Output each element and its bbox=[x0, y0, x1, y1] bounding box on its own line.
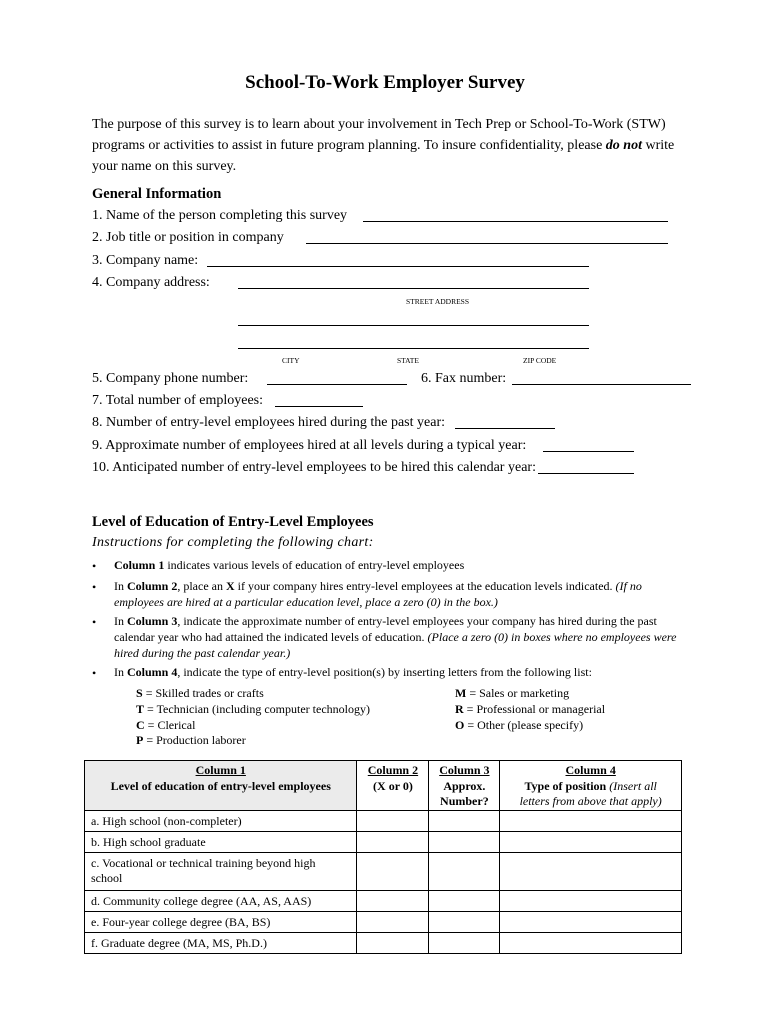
table-header-row bbox=[85, 761, 682, 811]
x-or-0-cell[interactable] bbox=[357, 911, 429, 932]
q7-label: 7. Total number of employees: bbox=[92, 393, 264, 408]
column-4-header: Column 4 Type of position (Insert all letters from above that apply) bbox=[500, 761, 682, 811]
q1-name-field[interactable] bbox=[363, 221, 668, 222]
q7-total-employees-field[interactable] bbox=[275, 406, 363, 407]
approx-number-cell[interactable] bbox=[429, 911, 500, 932]
row-label: a. High school (non-completer) bbox=[85, 810, 357, 831]
x-or-0-cell[interactable] bbox=[357, 890, 429, 911]
x-or-0-cell[interactable] bbox=[357, 852, 429, 890]
city-caption: CITY bbox=[282, 356, 300, 365]
bullet-dot: • bbox=[92, 559, 97, 573]
approx-number-cell[interactable] bbox=[429, 890, 500, 911]
intro-text: The purpose of this survey is to learn about your involvement in Tech Prep or School-To-Work (STW) programs or activities to assist in future program planning. To insure confidentiality, please bbox=[92, 117, 666, 153]
legend-item: C = Clerical bbox=[136, 717, 196, 732]
survey-title: School-To-Work Employer Survey bbox=[245, 72, 525, 93]
table-row bbox=[85, 831, 682, 852]
q9-label: 9. Approximate number of employees hired at all levels during a typical year: bbox=[92, 438, 527, 453]
position-type-cell[interactable] bbox=[500, 890, 682, 911]
instructions-heading: Instructions for completing the following chart: bbox=[92, 535, 374, 550]
legend-item: R = Professional or managerial bbox=[455, 701, 606, 716]
x-or-0-cell[interactable] bbox=[357, 932, 429, 953]
position-type-cell[interactable] bbox=[500, 831, 682, 852]
q8-label: 8. Number of entry-level employees hired during the past year: bbox=[92, 415, 445, 430]
general-info-heading: General Information bbox=[92, 186, 222, 202]
column-3-header: Column 3 Approx. Number? bbox=[429, 761, 500, 811]
q1-label: 1. Name of the person completing this survey bbox=[92, 208, 348, 223]
q10-anticipated-hires-field[interactable] bbox=[538, 473, 634, 474]
row-label: b. High school graduate bbox=[85, 831, 357, 852]
bullet-dot: • bbox=[92, 666, 97, 680]
legend-item: O = Other (please specify) bbox=[455, 717, 584, 732]
x-or-0-cell[interactable] bbox=[357, 810, 429, 831]
q4-city-state-zip-field[interactable] bbox=[238, 348, 589, 349]
q10-label: 10. Anticipated number of entry-level employees to be hired this calendar year: bbox=[92, 460, 536, 475]
state-caption: STATE bbox=[397, 356, 419, 365]
position-type-cell[interactable] bbox=[500, 911, 682, 932]
q2-job-title-field[interactable] bbox=[306, 243, 668, 244]
row-label: e. Four-year college degree (BA, BS) bbox=[85, 911, 357, 932]
legend-item: P = Production laborer bbox=[136, 733, 246, 748]
education-heading: Level of Education of Entry-Level Employees bbox=[92, 514, 374, 530]
education-chart-table bbox=[84, 760, 682, 954]
bullet-dot: • bbox=[92, 615, 97, 629]
instruction-bullet-4: In Column 4, indicate the type of entry-level position(s) by inserting letters from the following list: bbox=[114, 665, 592, 679]
position-type-cell[interactable] bbox=[500, 810, 682, 831]
intro-paragraph bbox=[92, 114, 692, 177]
q5-phone-field[interactable] bbox=[267, 384, 407, 385]
column-2-header: Column 2 (X or 0) bbox=[357, 761, 429, 811]
row-label: c. Vocational or technical training beyond high school bbox=[85, 852, 357, 890]
q2-label: 2. Job title or position in company bbox=[92, 230, 284, 245]
row-label: f. Graduate degree (MA, MS, Ph.D.) bbox=[85, 932, 357, 953]
zip-caption: ZIP CODE bbox=[523, 356, 557, 365]
q6-fax-field[interactable] bbox=[512, 384, 691, 385]
q3-company-name-field[interactable] bbox=[207, 266, 589, 267]
q4-address-line-2-field[interactable] bbox=[238, 325, 589, 326]
intro-text-end: write your name on this survey. bbox=[92, 138, 675, 174]
instruction-bullet-1: Column 1 indicates various levels of education of entry-level employees bbox=[114, 558, 465, 572]
legend-item: S = Skilled trades or crafts bbox=[136, 686, 264, 700]
street-address-caption: STREET ADDRESS bbox=[406, 297, 469, 306]
q5-label: 5. Company phone number: bbox=[92, 371, 249, 386]
position-type-cell[interactable] bbox=[500, 932, 682, 953]
table-row bbox=[85, 810, 682, 831]
intro-emphasis: do not bbox=[605, 138, 642, 153]
q9-typical-hires-field[interactable] bbox=[543, 451, 634, 452]
q8-entry-level-hired-field[interactable] bbox=[455, 428, 555, 429]
q4-label: 4. Company address: bbox=[92, 275, 210, 290]
table-row bbox=[85, 852, 682, 890]
row-label: d. Community college degree (AA, AS, AAS) bbox=[85, 890, 357, 911]
q6-label: 6. Fax number: bbox=[421, 371, 507, 386]
table-row bbox=[85, 911, 682, 932]
position-legend-left bbox=[136, 686, 370, 749]
instruction-bullet-3: In Column 3, indicate the approximate number of entry-level employees your company has hired during the past calendar year who had attained the indicated levels of education. (Place a zero (0) in boxes where no employees were hired during the past calendar year.) bbox=[114, 614, 677, 660]
x-or-0-cell[interactable] bbox=[357, 831, 429, 852]
column-1-header: Column 1 Level of education of entry-level employees bbox=[85, 761, 357, 811]
legend-item: M = Sales or marketing bbox=[455, 686, 570, 700]
q4-street-address-field[interactable] bbox=[238, 288, 589, 289]
bullet-dot: • bbox=[92, 580, 97, 594]
approx-number-cell[interactable] bbox=[429, 810, 500, 831]
table-row bbox=[85, 890, 682, 911]
position-legend-right bbox=[455, 686, 605, 733]
q3-label: 3. Company name: bbox=[92, 253, 199, 268]
legend-item: T = Technician (including computer technology) bbox=[136, 701, 370, 716]
approx-number-cell[interactable] bbox=[429, 932, 500, 953]
table-row bbox=[85, 932, 682, 953]
instruction-bullet-2: In Column 2, place an X if your company hires entry-level employees at the education levels indicated. (If no employees are hired at a particular education level, place a zero (0) in the box.) bbox=[114, 579, 642, 609]
approx-number-cell[interactable] bbox=[429, 831, 500, 852]
approx-number-cell[interactable] bbox=[429, 852, 500, 890]
position-type-cell[interactable] bbox=[500, 852, 682, 890]
